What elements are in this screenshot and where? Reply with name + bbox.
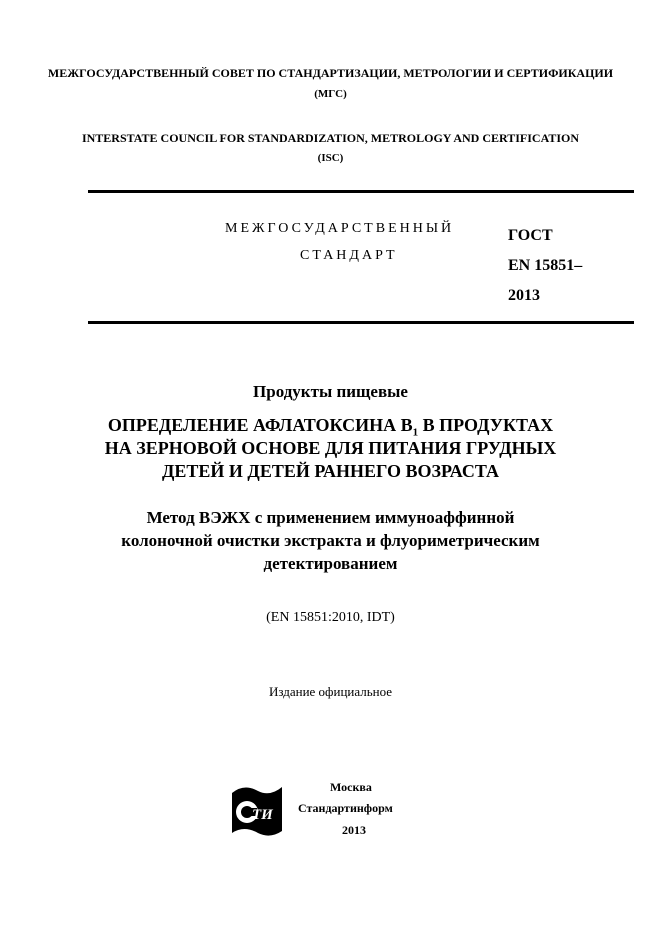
standartinform-logo [230, 781, 284, 837]
title-line1-b: В ПРОДУКТАХ [418, 415, 554, 435]
city: Москва [330, 780, 372, 794]
bottom-rule [88, 321, 634, 324]
reference: (EN 15851:2010, IDT) [266, 610, 395, 625]
svg-text:ТИ: ТИ [252, 807, 273, 823]
standard-number: EN 15851– [508, 257, 583, 274]
title-line2: НА ЗЕРНОВОЙ ОСНОВЕ ДЛЯ ПИТАНИЯ ГРУДНЫХ [104, 438, 557, 458]
top-rule [88, 190, 634, 193]
title-line1 [0, 415, 661, 439]
council-ru-abbr: (МГС) [314, 88, 347, 100]
method-line2: колоночной очистки экстракта и флуориметрическим [121, 531, 540, 550]
category: Продукты пищевые [253, 382, 408, 401]
gost-label: ГОСТ [508, 227, 553, 244]
title-line3: ДЕТЕЙ И ДЕТЕЙ РАННЕГО ВОЗРАСТА [162, 461, 499, 481]
council-en-abbr: (ISC) [317, 152, 344, 164]
publisher: Стандартинформ [298, 801, 393, 815]
title-line1-a: ОПРЕДЕЛЕНИЕ АФЛАТОКСИНА B [107, 415, 413, 435]
council-en: INTERSTATE COUNCIL FOR STANDARDIZATION, METROLOGY AND CERTIFICATION [81, 131, 580, 145]
method-line3: детектированием [263, 554, 398, 573]
standard-year: 2013 [508, 287, 540, 304]
title-subscript: 1 [412, 426, 419, 439]
council-ru: МЕЖГОСУДАРСТВЕННЫЙ СОВЕТ ПО СТАНДАРТИЗАЦИИ, МЕТРОЛОГИИ И СЕРТИФИКАЦИИ [47, 66, 614, 80]
method-line1: Метод ВЭЖХ с применением иммуноаффинной [146, 508, 515, 527]
standard-type-line1: МЕЖГОСУДАРСТВЕННЫЙ [225, 221, 455, 236]
footer-year: 2013 [342, 823, 366, 837]
standard-type-line2: СТАНДАРТ [300, 248, 398, 263]
edition: Издание официальное [268, 684, 393, 699]
